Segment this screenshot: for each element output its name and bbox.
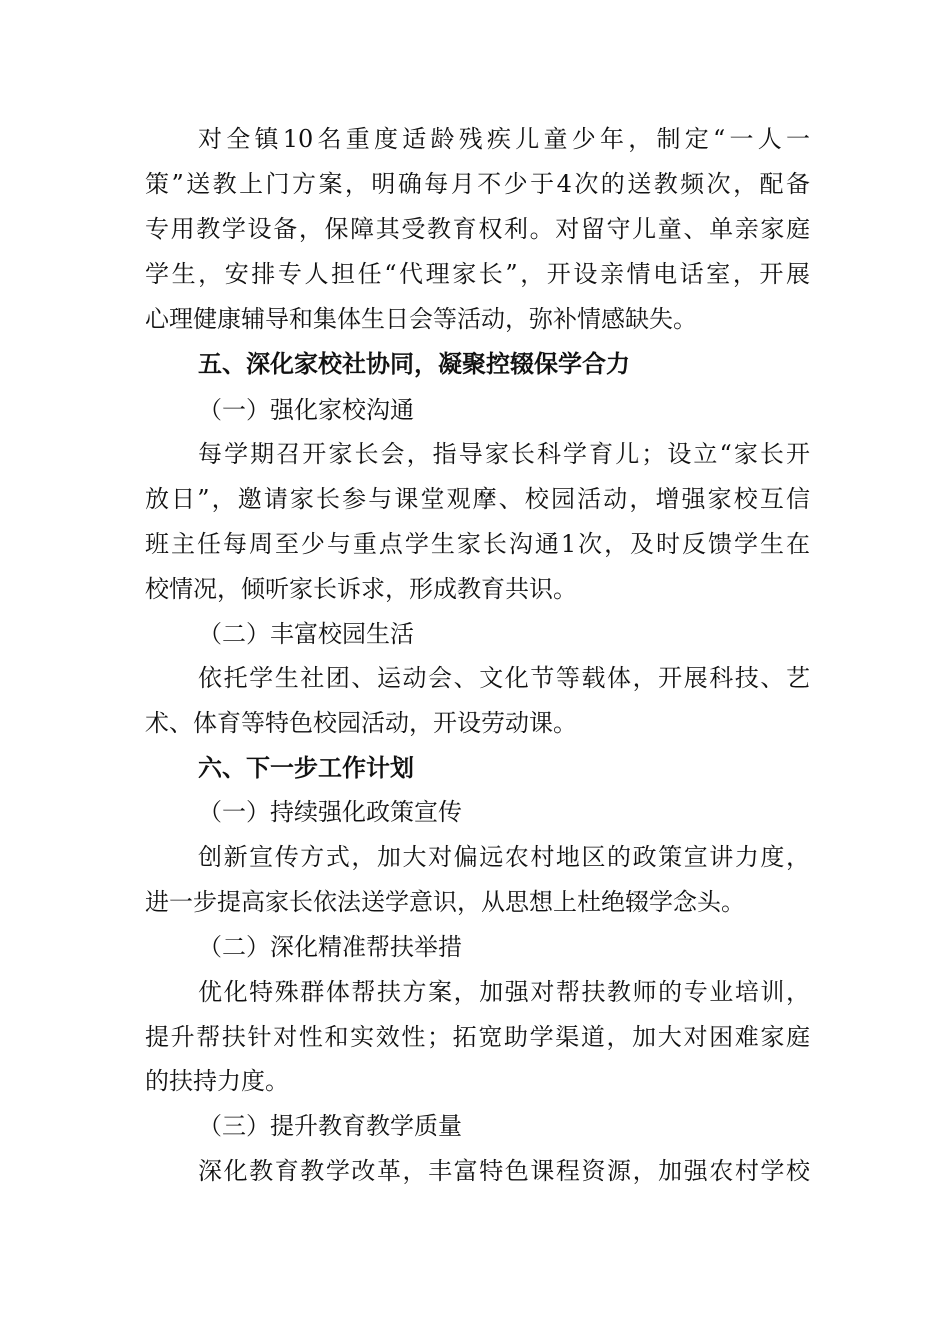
paragraph-line: 的扶持力度。 [145,1067,289,1095]
subsection-heading: （一）强化家校沟通 [198,396,414,424]
paragraph-line: 创新宣传方式，加大对偏远农村地区的政策宣讲力度， [198,843,810,871]
subsection-heading: （二）丰富校园生活 [198,620,414,648]
subsection-heading: （一）持续强化政策宣传 [198,798,462,826]
paragraph-line: 专用教学设备，保障其受教育权利。对留守儿童、单亲家庭 [145,215,810,243]
paragraph-line: 班主任每周至少与重点学生家长沟通1次，及时反馈学生在 [145,530,810,558]
paragraph-line: 策”送教上门方案，明确每月不少于4次的送教频次，配备 [145,170,810,198]
paragraph-line: 优化特殊群体帮扶方案，加强对帮扶教师的专业培训， [198,978,810,1006]
paragraph-line: 对全镇10名重度适龄残疾儿童少年，制定“一人一 [198,125,810,153]
paragraph-line: 心理健康辅导和集体生日会等活动，弥补情感缺失。 [145,305,697,333]
paragraph-line: 校情况，倾听家长诉求，形成教育共识。 [145,575,577,603]
paragraph-line: 依托学生社团、运动会、文化节等载体，开展科技、艺 [198,664,810,692]
section-heading: 五、深化家校社协同，凝聚控辍保学合力 [198,350,630,378]
section-heading: 六、下一步工作计划 [198,754,414,782]
paragraph-line: 深化教育教学改革，丰富特色课程资源，加强农村学校 [198,1157,810,1185]
paragraph-line: 学生，安排专人担任“代理家长”，开设亲情电话室，开展 [145,260,810,288]
paragraph-line: 每学期召开家长会，指导家长科学育儿；设立“家长开 [198,440,810,468]
paragraph-line: 提升帮扶针对性和实效性；拓宽助学渠道，加大对困难家庭 [145,1023,810,1051]
paragraph-line: 术、体育等特色校园活动，开设劳动课。 [145,709,577,737]
paragraph-line: 放日”，邀请家长参与课堂观摩、校园活动，增强家校互信 [145,485,810,513]
subsection-heading: （二）深化精准帮扶举措 [198,933,462,961]
subsection-heading: （三）提升教育教学质量 [198,1112,462,1140]
paragraph-line: 进一步提高家长依法送学意识，从思想上杜绝辍学念头。 [145,888,745,916]
